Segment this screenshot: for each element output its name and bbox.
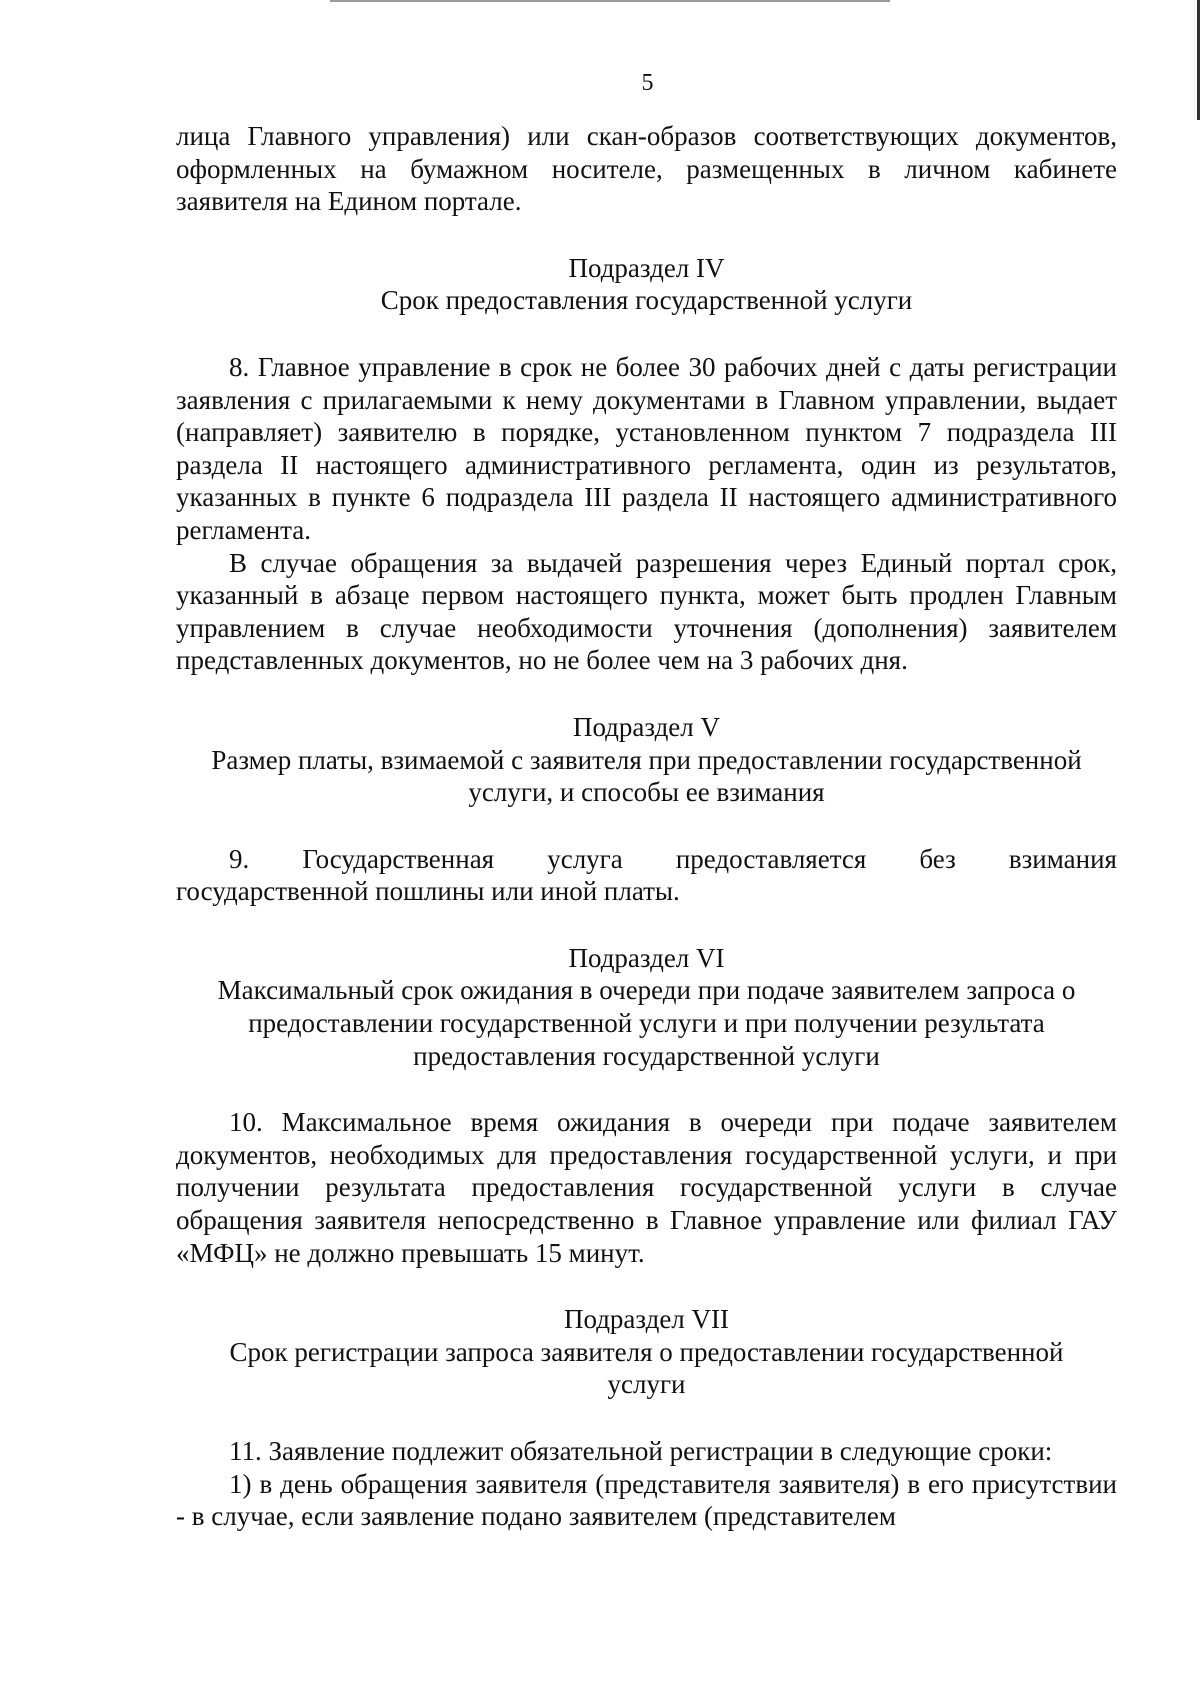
word: взимания: [1008, 843, 1117, 874]
section-number: Подраздел IV: [568, 252, 725, 283]
paragraph: В случае обращения за выдачей разрешения через Единый портал срок, указанный в абзаце первом настоящего пункта, может быть продлен Главным управлением в случае необходимости уточнения (дополнения) заявителем представленных документов, но не более чем на 3 рабочих дня.: [176, 547, 1117, 676]
paragraph: 11. Заявление подлежит обязательной регистрации в следующие сроки:: [229, 1436, 1053, 1466]
intro-paragraph: лица Главного управления) или скан-образов соответствующих документов, оформленных на бумажном носителе, размещенных в личном кабинете заявителя на Едином портале.: [176, 121, 1117, 217]
section-title-line: предоставлении государственной услуги и при получении результата: [248, 1008, 1045, 1039]
section-title-line: Срок регистрации запроса заявителя о предоставлении государственной: [229, 1336, 1064, 1367]
word: Государственная: [302, 843, 495, 874]
word: предоставляется: [675, 843, 867, 874]
section-heading-v: [176, 711, 1117, 809]
section-heading-vi: [176, 942, 1117, 1072]
section-heading-vii: [176, 1303, 1117, 1401]
section-number: Подраздел VII: [563, 1304, 730, 1335]
paragraph: 8. Главное управление в срок не более 30 рабочих дней с даты регистрации заявления с прилагаемыми к нему документами в Главном управлении, выдает (направляет) заявителю в порядке, установленном пунктом 7 подраздела III раздела II настоящего административного регламента, один из результатов, указанных в пункте 6 подраздела III раздела II настоящего административного регламента.: [176, 351, 1117, 545]
page-number: 5: [641, 70, 654, 96]
section-title-line: Максимальный срок ожидания в очереди при подаче заявителем запроса о: [217, 975, 1076, 1006]
word: 9.: [229, 843, 250, 874]
paragraph: 10. Максимальное время ожидания в очереди при подаче заявителем документов, необходимых для предоставления государственной услуги, и при получении результата предоставления государственной услуги в случае обращения заявителя непосредственно в Главное управление или филиал ГАУ «МФЦ» не должно превышать 15 минут.: [176, 1107, 1117, 1268]
section-heading-iv: [176, 252, 1117, 317]
paragraph-continuation: государственной пошлины или иной платы.: [176, 876, 680, 907]
section-title-line: Размер платы, взимаемой с заявителя при предоставлении государственной: [211, 744, 1082, 775]
paragraph-first-line: [176, 843, 1117, 876]
section-title-line: предоставления государственной услуги: [413, 1040, 880, 1071]
section-number: Подраздел VI: [568, 942, 725, 973]
section-title: Срок предоставления государственной услуги: [380, 285, 913, 316]
word: услуга: [547, 843, 623, 874]
section-title-line: услуги, и способы ее взимания: [468, 777, 825, 808]
section-title-line: услуги: [607, 1369, 686, 1400]
section-number: Подраздел V: [572, 711, 721, 742]
paragraph: 1) в день обращения заявителя (представителя заявителя) в его присутствии - в случае, если заявление подано заявителем (представителем: [176, 1468, 1117, 1532]
scan-edge-line: [330, 0, 890, 2]
document-body: [176, 120, 1117, 1533]
word: без: [919, 843, 956, 874]
